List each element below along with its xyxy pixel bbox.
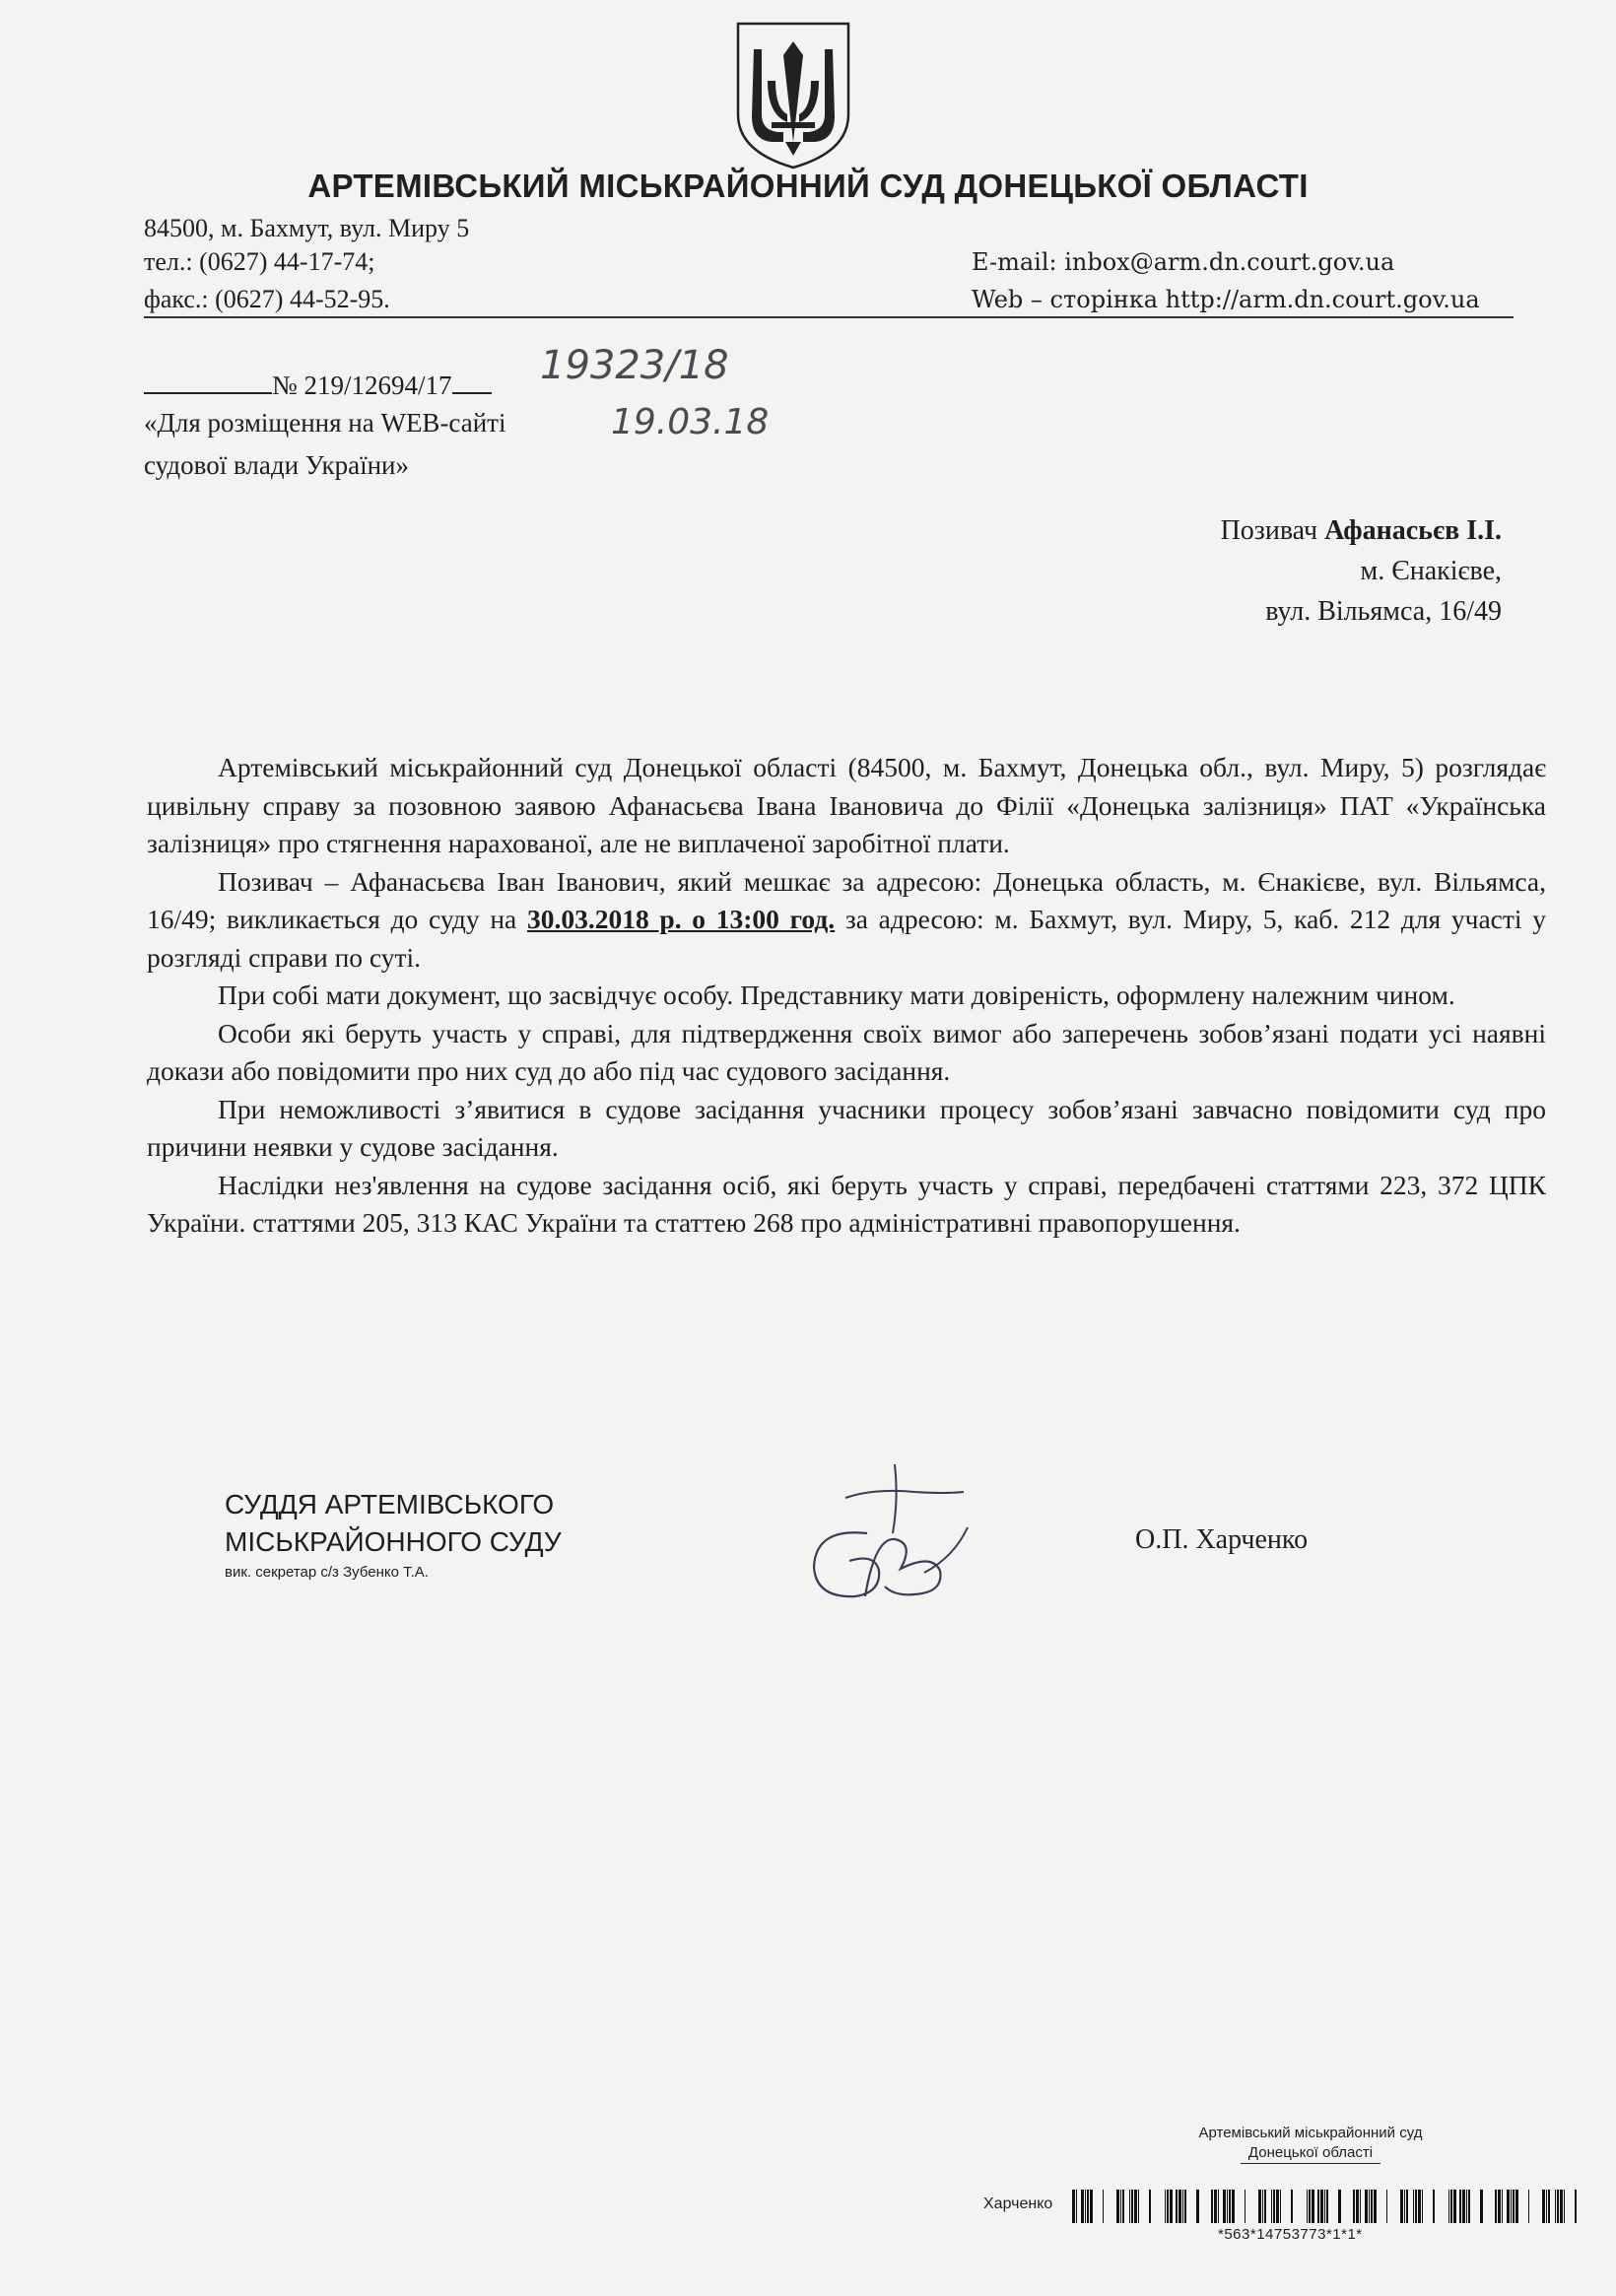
stamp-judge-name: Харченко	[983, 2195, 1053, 2212]
court-phone: тел.: (0627) 44-17-74;	[144, 247, 375, 276]
letter-body	[147, 749, 1546, 1243]
court-address: 84500, м. Бахмут, вул. Миру 5	[144, 214, 470, 242]
barcode	[1072, 2190, 1592, 2223]
hearing-date: 30.03.2018 р. о 13:00 год.	[526, 904, 836, 934]
body-paragraph-1: Артемівський міськрайонний суд Донецької області (84500, м. Бахмут, Донецька обл., вул. Миру, 5) розглядає цивільну справу за позовною заявою Афанасьєва Івана Івановича до Філії «Донецька залізниця» ПАТ «Українська залізниця» про стягнення нарахованої, але не виплаченої заробітної плати.	[147, 752, 1546, 858]
judge-title	[225, 1486, 562, 1561]
judge-title-line1: СУДДЯ АРТЕМІВСЬКОГО	[225, 1489, 555, 1519]
addressee-role: Позивач	[1220, 515, 1318, 546]
addressee-block	[1221, 510, 1502, 632]
body-p2-end: за адресою: м. Бахмут, вул. Миру, 5, каб. 212 для участі у розгляді справи по суті.	[147, 904, 1547, 973]
registration-stamp	[1143, 2124, 1478, 2164]
web-note-line1: «Для розміщення на WEB-сайті	[144, 408, 506, 438]
body-paragraph-4: Особи які беруть участь у справі, для підтвердження своїх вимог або заперечень зобов’язані подати усі наявні докази або повідомити про них суд до або під час судового засідання.	[147, 1017, 1546, 1086]
handwritten-date: 19.03.18	[611, 402, 770, 442]
handwritten-registration: 19323/18	[540, 343, 729, 388]
judge-signature	[806, 1458, 974, 1621]
outgoing-blank-2	[452, 365, 492, 394]
court-fax: факс.: (0627) 44-52-95.	[144, 285, 390, 313]
barcode-number: *563*14753773*1*1*	[1218, 2226, 1363, 2243]
body-paragraph-3: При собі мати документ, що засвідчує особу. Представнику мати довіреність, оформлену належним чином.	[218, 979, 1455, 1010]
header-divider	[144, 316, 1514, 318]
court-name: АРТЕМІВСЬКИЙ МІСЬКРАЙОННИЙ СУД ДОНЕЦЬКОЇ ОБЛАСТІ	[307, 168, 1309, 204]
addressee-city: м. Єнакієве,	[1360, 556, 1502, 586]
body-p2-start: Позивач – Афанасьєва Іван Іванович, який мешкає за адресою: Донецька область, м. Єнакієве, вул. Вільямса, 16/49; викликається до суду на	[147, 865, 1546, 934]
stamp-court-line2: Донецької області	[1241, 2143, 1380, 2164]
body-paragraph-5: При неможливості з’явитися в судове засідання учасники процесу зобов’язані завчасно повідомити суд про причини неявки у судове засідання.	[147, 1093, 1546, 1162]
web-publication-note	[144, 402, 505, 487]
judge-title-line2: МІСЬКРАЙОННОГО СУДУ	[225, 1526, 562, 1557]
addressee-name: Афанасьєв І.І.	[1324, 515, 1502, 546]
stamp-court-line1: Артемівський міськрайонний суд	[1198, 2125, 1423, 2141]
outgoing-number: № 219/12694/17	[272, 371, 452, 400]
addressee-line1	[1221, 510, 1502, 551]
tryzub-icon	[732, 20, 854, 169]
court-email: E-mail: inbox@arm.dn.court.gov.ua	[972, 248, 1395, 276]
outgoing-number-line	[144, 365, 492, 401]
court-website: Web – сторінка http://arm.dn.court.gov.ua	[972, 286, 1480, 313]
body-paragraph-6: Наслідки нез'явлення на судове засідання осіб, які беруть участь у справі, передбачені статтями 223, 372 ЦПК України. статтями 205, 313 КАС України та статтею 268 про адміністративні правопорушення.	[147, 1169, 1546, 1238]
web-note-line2: судової влади України»	[144, 450, 410, 480]
outgoing-blank	[144, 365, 272, 394]
body-paragraph-2	[147, 863, 1546, 978]
addressee-street: вул. Вільямса, 16/49	[1265, 596, 1502, 627]
judge-name: О.П. Харченко	[1135, 1524, 1309, 1555]
secretary-note: вик. секретар с/з Зубенко Т.А.	[225, 1564, 429, 1581]
